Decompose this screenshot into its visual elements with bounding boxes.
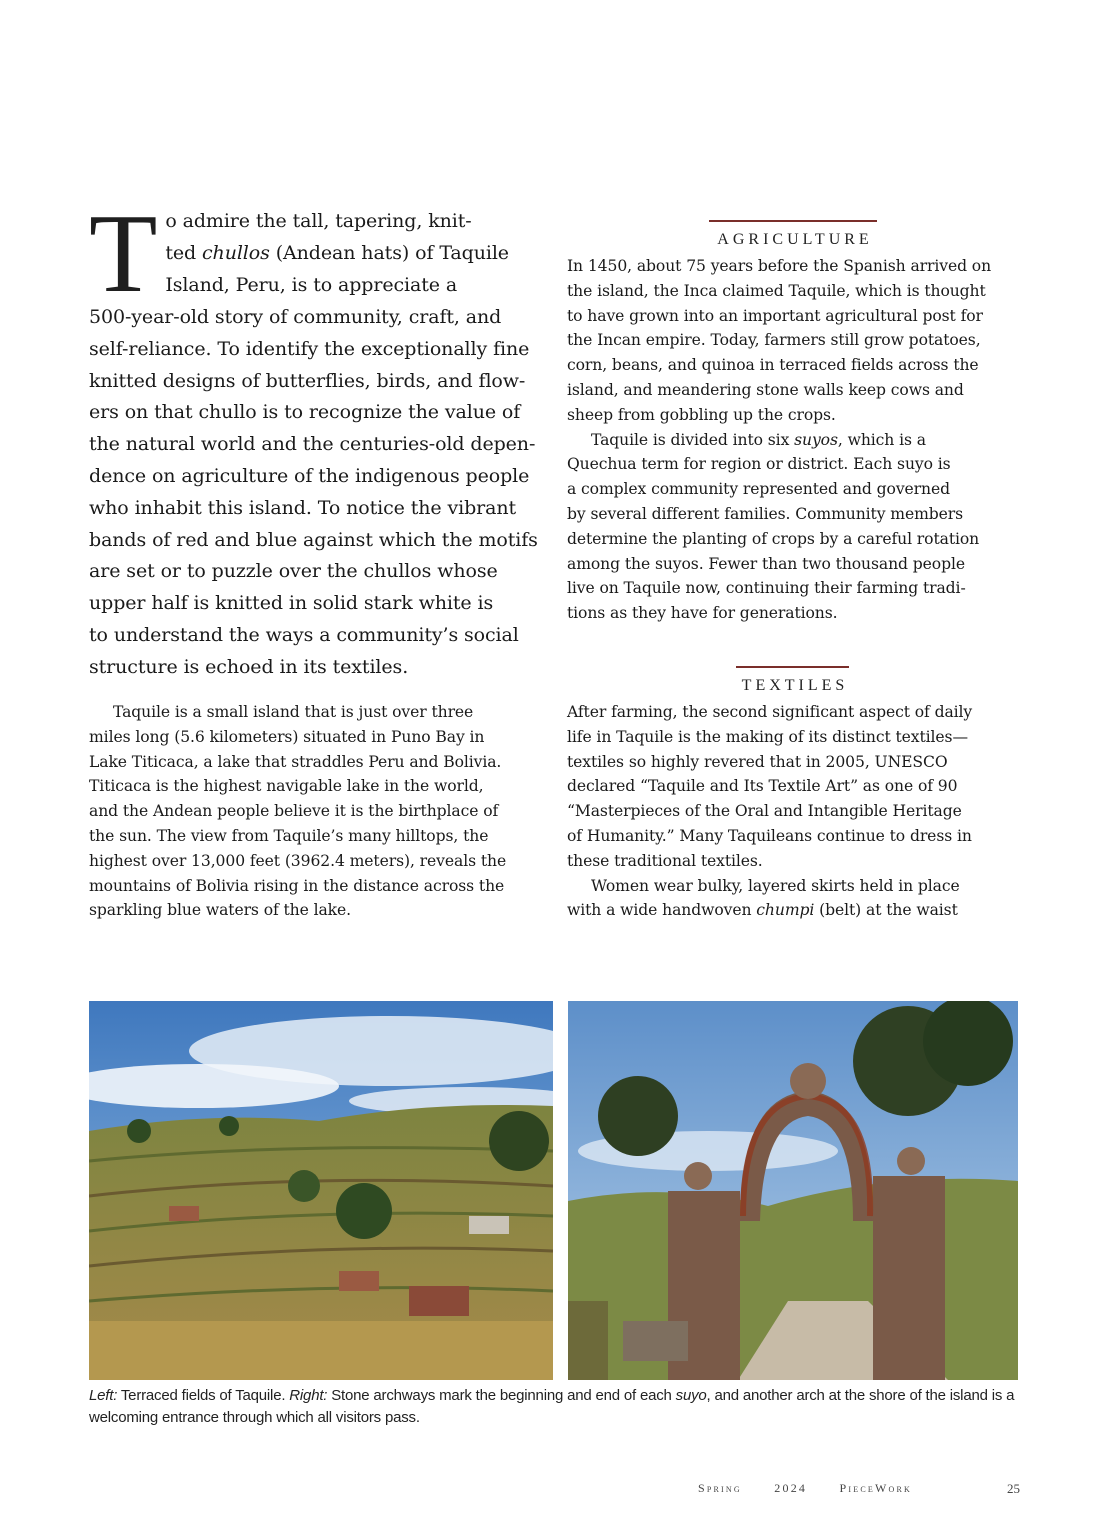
- body-line: by several different families. Community members: [567, 504, 964, 523]
- intro-line: Island, Peru, is to appreciate a: [165, 273, 458, 296]
- drop-cap: T: [89, 192, 158, 316]
- body-line: In 1450, about 75 years before the Spanish arrived on: [567, 257, 992, 275]
- caption-line-2: welcoming entrance through which all visitors pass.: [89, 1409, 420, 1426]
- body-line: Taquile is a small island that is just over three: [113, 703, 474, 721]
- intro-line: structure is echoed in its textiles.: [89, 655, 409, 678]
- body-line: Taquile is divided into six suyos, which is a: [591, 430, 926, 449]
- intro-line: ers on that chullo is to recognize the value of: [89, 401, 521, 424]
- intro-line: o admire the tall, tapering, knit-: [165, 210, 472, 232]
- body-line: miles long (5.6 kilometers) situated in Puno Bay in: [89, 727, 485, 746]
- textiles-rule: [736, 666, 849, 668]
- body-line: sparkling blue waters of the lake.: [89, 901, 352, 920]
- intro-paragraph: [89, 192, 541, 684]
- intro-line: who inhabit this island. To notice the vibrant: [89, 496, 517, 519]
- textiles-body: [567, 700, 1022, 923]
- photo-caption: [89, 1385, 1019, 1429]
- body-line: live on Taquile now, continuing their farming tradi-: [567, 579, 966, 598]
- page-number: 25: [1007, 1481, 1020, 1496]
- intro-line: the natural world and the centuries-old depen-: [89, 433, 536, 456]
- body-line: among the suyos. Fewer than two thousand people: [567, 554, 965, 573]
- body-line: declared “Taquile and Its Textile Art” as one of 90: [567, 777, 958, 796]
- body-line: determine the planting of crops by a careful rotation: [567, 529, 980, 548]
- body-line: Women wear bulky, layered skirts held in place: [591, 876, 960, 895]
- body-line: Lake Titicaca, a lake that straddles Peru and Bolivia.: [89, 752, 502, 771]
- intro-line: to understand the ways a community’s social: [89, 623, 519, 646]
- body-line: After farming, the second significant aspect of daily: [567, 703, 973, 721]
- body-line: sheep from gobbling up the crops.: [567, 405, 836, 424]
- intro-line: are set or to puzzle over the chullos whose: [89, 560, 498, 583]
- body-line: Quechua term for region or district. Each suyo is: [567, 455, 951, 474]
- intro-line: bands of red and blue against which the motifs: [89, 528, 538, 551]
- body-line: corn, beans, and quinoa in terraced fields across the: [567, 356, 979, 375]
- footer-year: 2024: [774, 1481, 808, 1495]
- page-footer: [698, 1481, 1020, 1496]
- body-line: island, and meandering stone walls keep cows and: [567, 380, 964, 399]
- body-line: textiles so highly revered that in 2005, UNESCO: [567, 752, 948, 771]
- body-line: the Incan empire. Today, farmers still grow potatoes,: [567, 331, 981, 350]
- photo-stone-archway: [568, 1001, 1018, 1380]
- intro-line: upper half is knitted in solid stark white is: [89, 592, 494, 615]
- body-line: life in Taquile is the making of its distinct textiles—: [567, 727, 968, 746]
- body-line: these traditional textiles.: [567, 851, 763, 870]
- intro-line: 500-year-old story of community, craft, and: [89, 306, 502, 328]
- footer-season: Spring: [698, 1481, 742, 1495]
- body-line: a complex community represented and governed: [567, 480, 950, 499]
- textiles-heading: TEXTILES: [741, 677, 849, 694]
- body-line: tions as they have for generations.: [567, 604, 838, 623]
- body-line: and the Andean people believe it is the birthplace of: [89, 802, 499, 821]
- intro-line: dence on agriculture of the indigenous people: [89, 464, 530, 487]
- body-line: mountains of Bolivia rising in the distance across the: [89, 876, 505, 895]
- intro-line: knitted designs of butterflies, birds, and flow-: [89, 369, 526, 392]
- body-line: the island, the Inca claimed Taquile, which is thought: [567, 281, 986, 300]
- body-line: highest over 13,000 feet (3962.4 meters), reveals the: [89, 851, 507, 870]
- photo-terraced-fields: [89, 1001, 553, 1380]
- taquile-paragraph: [89, 700, 544, 923]
- agriculture-rule: [709, 220, 877, 222]
- agriculture-heading: AGRICULTURE: [717, 231, 873, 248]
- body-line: the sun. The view from Taquile’s many hilltops, the: [89, 826, 489, 845]
- caption-line-1: Left: Terraced fields of Taquile. Right: Stone archways mark the beginning and end of each suyo, and another arch at the shore of the island is a: [89, 1387, 1015, 1404]
- body-line: Titicaca is the highest navigable lake in the world,: [89, 777, 484, 796]
- body-line: “Masterpieces of the Oral and Intangible Heritage: [567, 802, 962, 821]
- body-line: to have grown into an important agricultural post for: [567, 306, 983, 325]
- body-line: with a wide handwoven chumpi (belt) at the waist: [567, 901, 958, 920]
- intro-line: ted chullos (Andean hats) of Taquile: [165, 241, 509, 264]
- footer-magazine: PieceWork: [839, 1481, 912, 1495]
- body-line: of Humanity.” Many Taquileans continue to dress in: [567, 826, 972, 845]
- agriculture-body: [567, 254, 1022, 626]
- intro-line: self-reliance. To identify the exceptionally fine: [89, 337, 530, 360]
